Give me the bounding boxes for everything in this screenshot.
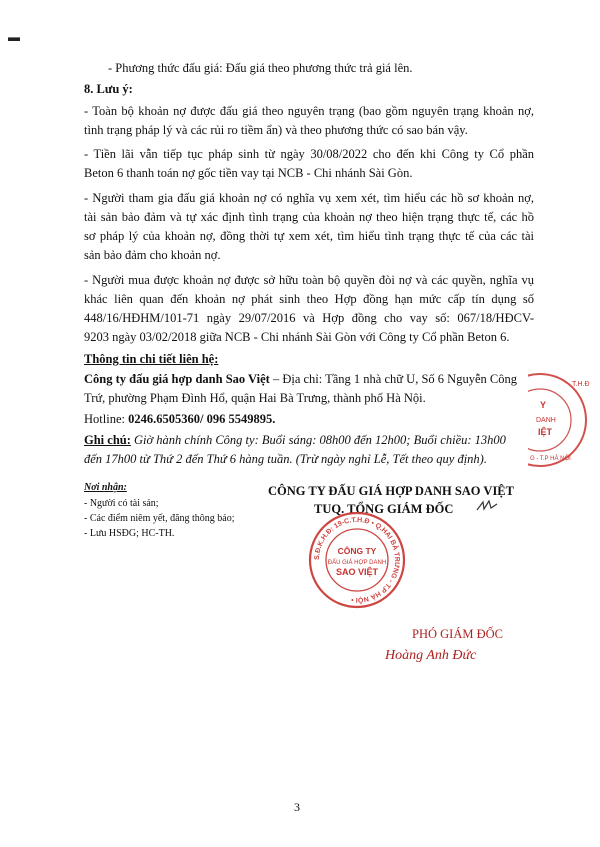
seal-center-2: ĐẤU GIÁ HỢP DANH: [327, 560, 387, 566]
seal-center-1: CÔNG TY: [337, 546, 377, 556]
note-4-line-3: 448/16/HĐHM/101-71 ngày 29/07/2016 và Hợp đồng cho vay số: 067/18/HĐCV-: [84, 311, 534, 325]
page-number: 3: [294, 800, 300, 814]
signer-position: PHÓ GIÁM ĐỐC: [412, 627, 503, 641]
auction-method: - Phương thức đấu giá: Đấu giá theo phương thức trả giá lên.: [108, 61, 413, 75]
company-name: Công ty đấu giá hợp danh Sao Việt: [84, 372, 270, 386]
contact-line-1: [84, 372, 517, 387]
note-4-line-4: 9203 ngày 03/02/2018 giữa NCB - Chi nhánh Sài Gòn với Công ty Cổ phần Beton 6.: [84, 330, 510, 344]
signature-scribble-icon: [475, 498, 499, 514]
office-hours-text-1: Giờ hành chính Công ty: Buổi sáng: 08h00 đến 12h00; Buổi chiều: 13h00: [130, 433, 506, 447]
side-stamp-2: Y: [540, 400, 547, 410]
signature-title: TUQ. TỔNG GIÁM ĐỐC: [314, 502, 454, 516]
note-1-line-2: tình trạng pháp lý và các rủi ro tiềm ẩn) và theo phương thức có sao bán vậy.: [84, 123, 468, 137]
signer-name: Hoàng Anh Đức: [385, 648, 477, 663]
hotline-label: Hotline:: [84, 412, 129, 426]
seal-ring-text: S.Đ.K.H.Đ: 19-C.T.H.Đ • Q.HAI BÀ TRƯNG - T.P HÀ NỘI •: [313, 516, 401, 604]
note-2-line-1: - Tiền lãi vẫn tiếp tục pháp sinh từ ngày 30/08/2022 cho đến khi Công ty Cổ phần: [84, 147, 534, 161]
recipient-2: - Các điểm niêm yết, đăng thông báo;: [84, 513, 235, 524]
note-3-line-4: sản bảo đảm cho khoản nợ.: [84, 248, 221, 262]
office-hours-line-1: [84, 433, 506, 448]
note-3-line-1: - Người tham gia đấu giá khoản nợ có nghĩa vụ xem xét, tìm hiểu các hồ sơ khoản nợ,: [84, 191, 534, 205]
section-8-title: 8. Lưu ý:: [84, 82, 133, 96]
recipients-title: Nơi nhận:: [84, 482, 127, 493]
note-1-line-1: - Toàn bộ khoản nợ được đấu giá theo nguyên trạng (bao gồm nguyên trạng khoản nợ,: [84, 104, 534, 118]
recipient-1: - Người có tài sản;: [84, 498, 159, 509]
address-line-1: – Địa chỉ: Tầng 1 nhà chữ U, Số 6 Nguyễn Công: [269, 372, 517, 386]
partial-seal-icon: [528, 370, 598, 470]
hotline-number: 0246.6505360/ 096 5549895.: [128, 412, 276, 426]
seal-center-3: SAO VIỆT: [335, 567, 379, 577]
office-hours-line-2: đến 17h00 từ Thứ 2 đến Thứ 6 hàng tuần. (Trừ ngày nghỉ Lễ, Tết theo quy định).: [84, 452, 487, 466]
hotline-line: [84, 412, 275, 427]
side-stamp-4: IỆT: [538, 427, 553, 437]
note-3-line-3: sơ pháp lý của khoản nợ, đồng thời tự xem xét, tìm hiểu tình trạng thực tế của các tài: [84, 229, 534, 243]
note-4-line-2: khác liên quan đến khoản nợ phát sinh theo Hợp đồng hạn mức cấp tín dụng số: [84, 292, 534, 306]
note-label: Ghi chú:: [84, 433, 131, 447]
side-stamp-3: DANH: [536, 417, 556, 424]
side-stamp-1: T.H.Đ: [572, 381, 590, 388]
company-seal-icon: [292, 510, 422, 610]
note-4-line-1: - Người mua được khoản nợ được sở hữu toàn bộ quyền đòi nợ và các quyền, nghĩa vụ: [84, 273, 534, 287]
address-line-2: Trứ, phường Phạm Đình Hổ, quận Hai Bà Trưng, thành phố Hà Nội.: [84, 391, 426, 405]
side-stamp-5: G - T.P HÀ NỘI: [530, 456, 571, 462]
signature-company: CÔNG TY ĐẤU GIÁ HỢP DANH SAO VIỆT: [268, 484, 514, 498]
note-3-line-2: tài sản bảo đảm và tự xác định tình trạng của khoản nợ theo hiện trạng thực tế, các hồ: [84, 210, 534, 224]
note-2-line-2: Beton 6 thanh toán nợ gốc tiền vay tại NCB - Chi nhánh Sài Gòn.: [84, 166, 413, 180]
recipient-3: - Lưu HSĐG; HC-TH.: [84, 528, 175, 539]
contact-heading: Thông tin chi tiết liên hệ:: [84, 352, 219, 366]
corner-mark: ▬: [8, 30, 20, 44]
